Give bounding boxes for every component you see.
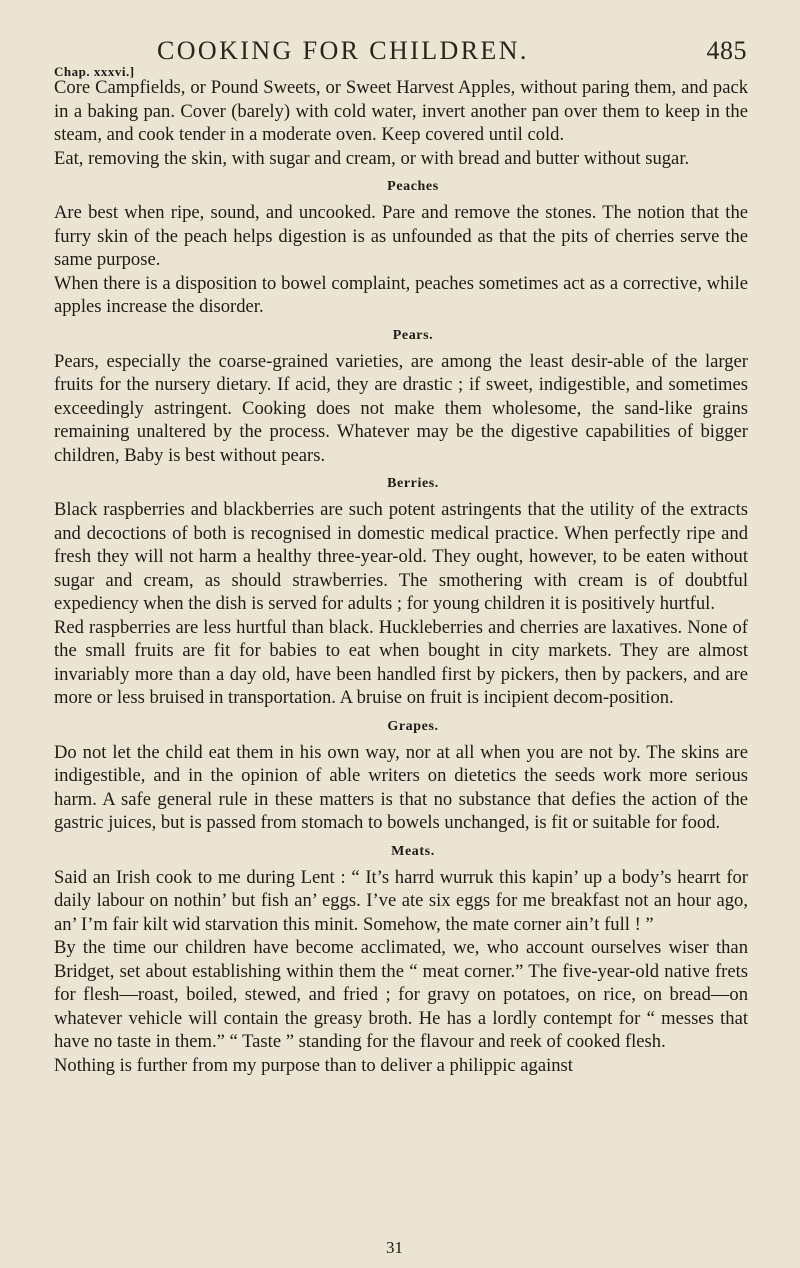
paragraph: Said an Irish cook to me during Lent : “ It’s harrd wurruk this kapin’ up a body’s hearrt for daily labour on nothin’ but fish an’ eggs. I’ve ate six eggs for me breakfast not an hour ago, an’ I’m fair kilt wid starvation this minit. Somehow, the mate corner ain’t full ! ” [54, 866, 748, 935]
paragraph: Eat, removing the skin, with sugar and cream, or with bread and butter without sugar. [54, 147, 690, 169]
page-body [54, 76, 748, 1077]
paragraph: When there is a disposition to bowel complaint, peaches sometimes act as a corrective, while apples increase the disorder. [54, 272, 748, 317]
paragraph: Are best when ripe, sound, and uncooked. Pare and remove the stones. The notion that the furry skin of the peach helps digestion is as unfounded as that the pits of cherries serve the same purpose. [54, 202, 748, 270]
paragraph: Do not let the child eat them in his own way, nor at all when you are not by. The skins are indigestible, and in the opinion of able writers on dietetics the seeds work more serious harm. A safe general rule in these matters is that no substance that defies the action of the gastric juices, but is passed from stomach to bowels unchanged, is fit or suitable for food. [54, 741, 748, 833]
section-heading-grapes: Grapes. [387, 718, 439, 734]
paragraph: Pears, especially the coarse-grained varieties, are among the least desir-able of the larger fruits for the nursery dietary. If acid, they are drastic ; if sweet, indigestible, and sometimes exceedingly astringent. Cooking does not make them wholesome, the sand-like grains remaining unaltered by the process. Whatever may be the digestive capabilities of bigger children, Baby is best without pears. [54, 350, 748, 466]
chapter-marker: Chap. xxxvi.] [54, 64, 135, 79]
page-number: 485 [706, 36, 747, 65]
section-heading-berries: Berries. [387, 476, 439, 491]
running-title: COOKING FOR CHILDREN. [157, 36, 529, 65]
signature-mark: 31 [386, 1238, 403, 1257]
paragraph: Red raspberries are less hurtful than black. Huckleberries and cherries are laxatives. None of the small fruits are fit for babies to eat when bought in city markets. They are almost invariably more than a day old, have been handled first by pickers, then by packers, and are more or less bruised in transportation. A bruise on fruit is incipient decom-position. [54, 616, 748, 708]
paragraph: Core Campfields, or Pound Sweets, or Sweet Harvest Apples, without paring them, and pack in a baking pan. Cover (barely) with cold water, invert another pan over them to keep in the steam, and cook tender in a moderate oven. Keep covered until cold. [54, 77, 748, 145]
paragraph: Black raspberries and blackberries are such potent astringents that the utility of the extracts and decoctions of both is recognised in domestic medical practice. When perfectly ripe and fresh they will not harm a healthy three-year-old. They ought, however, to be eaten without sugar and cream, as should strawberries. The smothering with cream is of doubtful expediency when the dish is served for adults ; for young children it is positively hurtful. [54, 499, 748, 614]
paragraph: By the time our children have become acclimated, we, who account ourselves wiser than Bridget, set about establishing within them the “ meat corner.” The five-year-old native frets for flesh—roast, boiled, stewed, and fried ; for gravy on potatoes, on rice, on bread—on whatever vehicle will contain the greasy broth. He has a lordly contempt for “ messes that have no taste in them.” “ Taste ” standing for the flavour and reek of cooked flesh. [54, 937, 748, 1052]
running-head [157, 34, 747, 68]
section-heading-meats: Meats. [391, 843, 435, 859]
section-heading-peaches: Peaches [387, 179, 439, 194]
section-heading-pears: Pears. [392, 327, 434, 343]
paragraph: Nothing is further from my purpose than to deliver a philippic against [54, 1054, 573, 1076]
